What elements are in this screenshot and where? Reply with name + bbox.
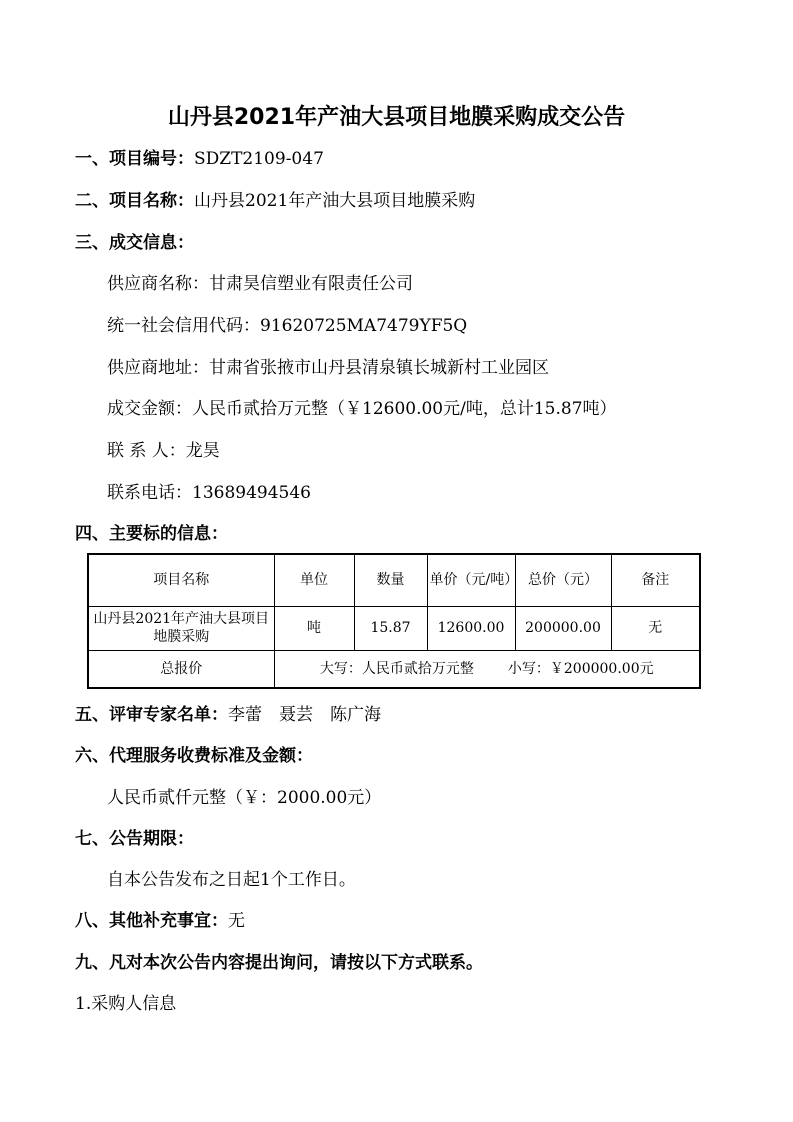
project-name-value: 山丹县2021年产油大县项目地膜采购 xyxy=(194,191,476,211)
section-label: 二、项目名称： xyxy=(75,191,194,211)
deal-amount: 成交金额：人民币贰拾万元整（￥12600.00元/吨，总计15.87吨） xyxy=(107,399,617,419)
remark-cell: 无 xyxy=(611,606,700,650)
section-label: 五、评审专家名单： xyxy=(75,705,228,725)
section-project-name xyxy=(75,190,475,212)
total-lower: 小写：￥200000.00元 xyxy=(507,660,654,677)
section-inquiry xyxy=(75,952,483,974)
header-cell: 项目名称 xyxy=(88,554,274,606)
items-table xyxy=(87,553,701,689)
supplier-name: 供应商名称：甘肃昊信塑业有限责任公司 xyxy=(107,274,413,294)
supplier-address: 供应商地址：甘肃省张掖市山丹县清泉镇长城新村工业园区 xyxy=(107,358,549,378)
total-value-cell xyxy=(274,650,700,688)
total-label-cell: 总报价 xyxy=(88,650,274,688)
section-other-matters xyxy=(75,910,245,932)
other-matters-value: 无 xyxy=(228,911,245,931)
table-row xyxy=(88,606,700,650)
section-project-number xyxy=(75,148,324,170)
unit-price-cell: 12600.00 xyxy=(427,606,515,650)
unit-cell: 吨 xyxy=(274,606,354,650)
section-label: 三、成交信息： xyxy=(75,233,194,253)
section-label: 四、主要标的信息： xyxy=(75,524,228,544)
purchaser-info-heading: 1.采购人信息 xyxy=(75,994,177,1014)
section-label: 九、凡对本次公告内容提出询问，请按以下方式联系。 xyxy=(75,953,483,973)
credit-code: 统一社会信用代码：91620725MA7479YF5Q xyxy=(107,316,468,336)
notice-period-value: 自本公告发布之日起1个工作日。 xyxy=(107,870,356,890)
agency-fee-value: 人民币贰仟元整（￥：2000.00元） xyxy=(107,788,382,808)
total-upper: 大写：人民币贰拾万元整 xyxy=(319,660,474,677)
announcement-title: 山丹县2021年产油大县项目地膜采购成交公告 xyxy=(167,105,626,130)
project-number-value: SDZT2109-047 xyxy=(194,149,324,169)
section-experts xyxy=(75,704,381,726)
experts-value: 李蕾 聂芸 陈广海 xyxy=(228,705,381,725)
section-label: 六、代理服务收费标准及金额： xyxy=(75,746,313,766)
section-deal-info xyxy=(75,232,194,254)
section-notice-period xyxy=(75,828,194,850)
header-cell: 总价（元） xyxy=(515,554,611,606)
header-cell: 单价（元/吨） xyxy=(427,554,515,606)
contact-person: 联 系 人：龙昊 xyxy=(107,441,220,461)
table-header-row xyxy=(88,554,700,606)
section-label: 一、项目编号： xyxy=(75,149,194,169)
contact-phone: 联系电话：13689494546 xyxy=(107,483,311,503)
header-cell: 单位 xyxy=(274,554,354,606)
quantity-cell: 15.87 xyxy=(354,606,427,650)
header-cell: 数量 xyxy=(354,554,427,606)
header-cell: 备注 xyxy=(611,554,700,606)
section-main-items xyxy=(75,523,228,545)
total-price-cell: 200000.00 xyxy=(515,606,611,650)
item-name-cell: 山丹县2021年产油大县项目地膜采购 xyxy=(88,606,274,650)
table-total-row xyxy=(88,650,700,688)
section-label: 八、其他补充事宜： xyxy=(75,911,228,931)
section-label: 七、公告期限： xyxy=(75,829,194,849)
section-agency-fee xyxy=(75,745,313,767)
